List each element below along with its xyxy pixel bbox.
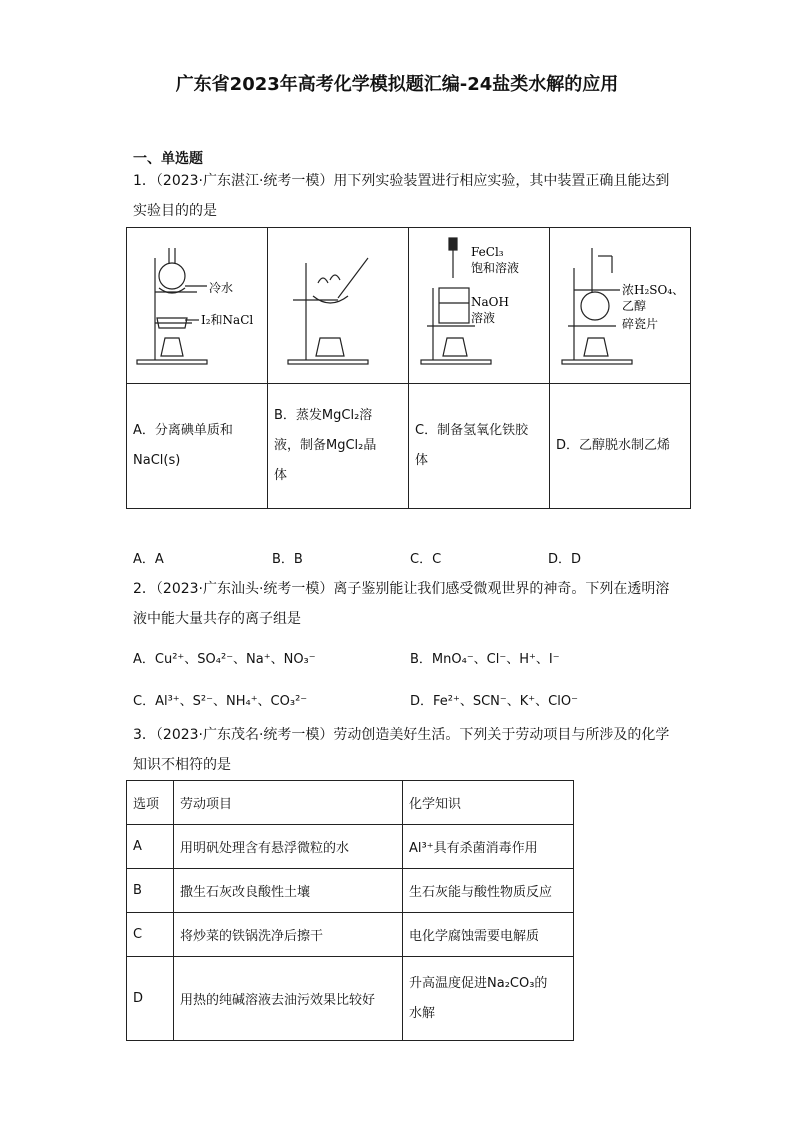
ethylene-apparatus-icon: [550, 228, 684, 383]
row-option: B: [127, 869, 174, 913]
header-knowledge: 化学知识: [403, 781, 574, 825]
q1-stem-line1: 1．（2023·广东湛江·统考一模）用下列实验装置进行相应实验，其中装置正确且能达到: [133, 173, 670, 189]
header-option: 选项: [127, 781, 174, 825]
row-task: 撒生石灰改良酸性土壤: [174, 869, 403, 913]
table-header-row: [127, 781, 574, 825]
apparatus-d-figure: [550, 228, 690, 383]
row-task: 用明矾处理含有悬浮微粒的水: [174, 825, 403, 869]
row-option: C: [127, 913, 174, 957]
caption-c: C．制备氢氧化铁胶 体: [409, 384, 550, 509]
q1-option-b: B．B: [272, 552, 303, 567]
row-task: 将炒菜的铁锅洗净后擦干: [174, 913, 403, 957]
section-heading: 一、单选题: [133, 151, 203, 167]
row-knowledge: 电化学腐蚀需要电解质: [403, 913, 574, 957]
q1-stem-line2: 实验目的的是: [133, 203, 217, 219]
apparatus-c-figure: [409, 228, 549, 383]
q2-option-d: D．Fe²⁺、SCN⁻、K⁺、ClO⁻: [410, 694, 578, 709]
row-task: 用热的纯碱溶液去油污效果比较好: [174, 957, 403, 1041]
ethanol-label: 乙醇: [622, 299, 647, 313]
q1-option-c: C．C: [410, 552, 442, 567]
conc-h2so4-label: 浓H₂SO₄、: [622, 283, 684, 297]
q3-stem-line1: 3．（2023·广东茂名·统考一模）劳动创造美好生活。下列关于劳动项目与所涉及的化学: [133, 727, 670, 743]
sublimation-apparatus-icon: [127, 228, 267, 383]
caption-d: D．乙醇脱水制乙烯: [550, 384, 691, 509]
q1-option-d: D．D: [548, 552, 582, 567]
apparatus-b-figure: [268, 228, 408, 383]
evaporation-apparatus-icon: [268, 228, 394, 383]
q2-stem-line1: 2．（2023·广东汕头·统考一模）离子鉴别能让我们感受微观世界的神奇。下列在透明溶: [133, 581, 670, 597]
q2-option-a: A．Cu²⁺、SO₄²⁻、Na⁺、NO₃⁻: [133, 652, 316, 667]
table-row: [127, 913, 574, 957]
q2-option-c: C．Al³⁺、S²⁻、NH₄⁺、CO₃²⁻: [133, 694, 308, 709]
row-knowledge: 生石灰能与酸性物质反应: [403, 869, 574, 913]
porcelain-chips-label: 碎瓷片: [622, 317, 659, 331]
row-knowledge: 升高温度促进Na₂CO₃的 水解: [403, 957, 574, 1041]
cold-water-label: 冷水: [209, 281, 234, 295]
colloid-apparatus-icon: [409, 228, 549, 383]
caption-a: A．分离碘单质和 NaCl(s): [127, 384, 268, 509]
row-option: A: [127, 825, 174, 869]
q2-option-b: B．MnO₄⁻、Cl⁻、H⁺、I⁻: [410, 652, 560, 667]
fecl3-label: FeCl₃: [471, 245, 504, 259]
q2-stem-line2: 液中能大量共存的离子组是: [133, 611, 301, 627]
page-title: 广东省2023年高考化学模拟题汇编-24盐类水解的应用: [175, 74, 619, 95]
saturated-solution-label: 饱和溶液: [471, 261, 520, 275]
iodine-nacl-label: I₂和NaCl: [201, 313, 254, 327]
table-row: [127, 869, 574, 913]
q3-stem-line2: 知识不相符的是: [133, 757, 231, 773]
row-knowledge: Al³⁺具有杀菌消毒作用: [403, 825, 574, 869]
naoh-solution-label: 溶液: [471, 311, 496, 325]
row-option: D: [127, 957, 174, 1041]
q1-option-a: A．A: [133, 552, 164, 567]
naoh-label: NaOH: [471, 295, 509, 309]
header-task: 劳动项目: [174, 781, 403, 825]
q3-table: [126, 780, 574, 1041]
table-row: [127, 957, 574, 1041]
q1-apparatus-table: [126, 227, 691, 509]
caption-b: B．蒸发MgCl₂溶 液，制备MgCl₂晶 体: [268, 384, 409, 509]
table-row: [127, 825, 574, 869]
apparatus-a-figure: [127, 228, 267, 383]
